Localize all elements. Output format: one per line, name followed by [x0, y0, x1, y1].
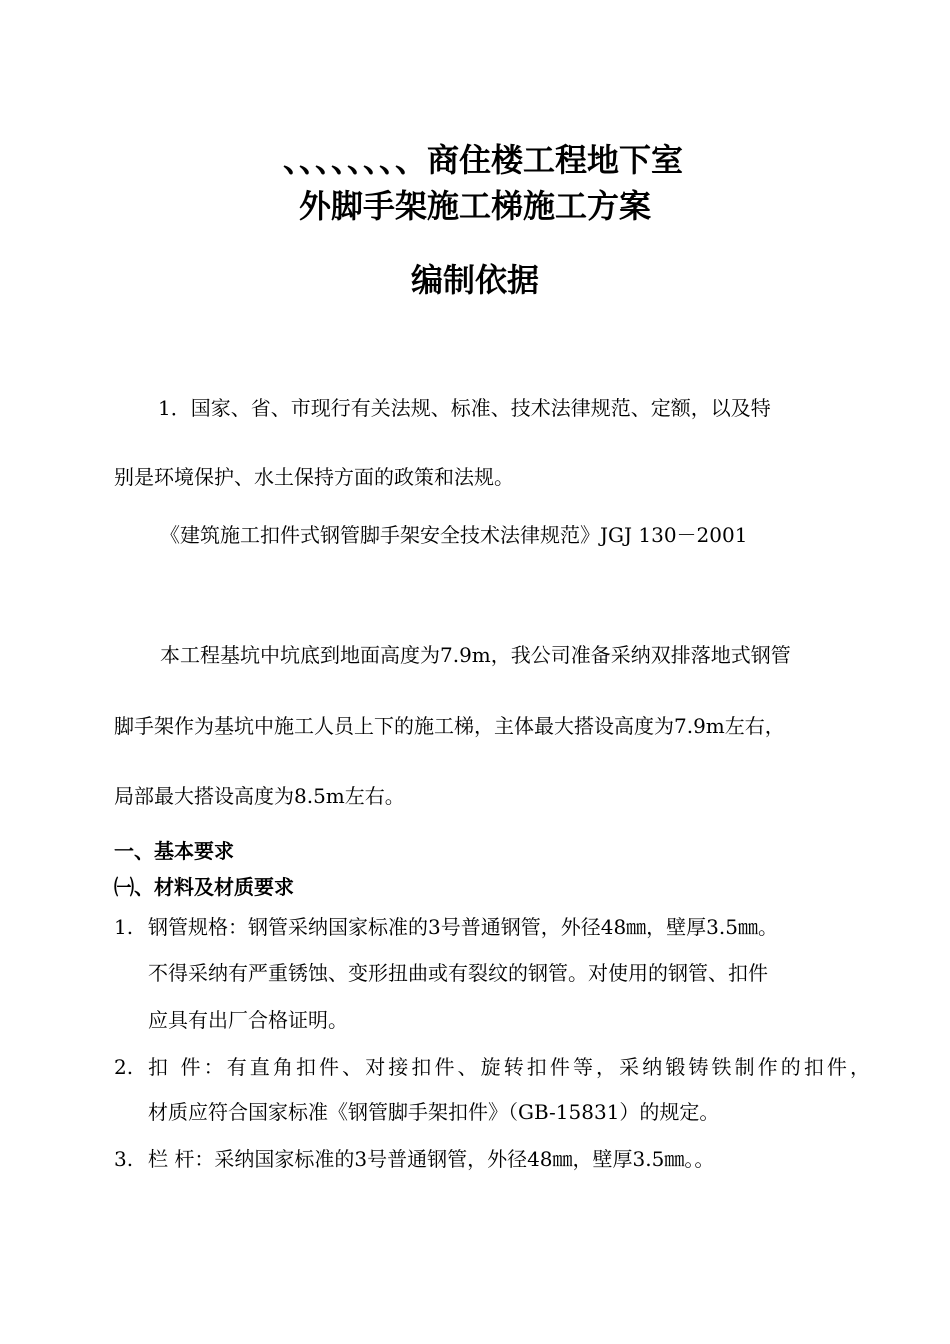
list-item-2-line-2: 材质应符合国家标准《钢管脚手架扣件》（GB-15831）的规定。: [148, 1100, 720, 1124]
document-title-line1: 、、、、、、、、商住楼工程地下室: [282, 141, 683, 179]
overview-line-3: 局部最大搭设高度为8.5m左右。: [114, 784, 405, 808]
subheading-materials: ㈠、材料及材质要求: [114, 875, 294, 899]
list-item-1-line-2: 不得采纳有严重锈蚀、变形扭曲或有裂纹的钢管。对使用的钢管、扣件: [148, 961, 768, 985]
basis-paragraph-1-line-2: 别是环境保护、水土保持方面的政策和法规。: [114, 465, 514, 489]
list-item-1-line-3: 应具有出厂合格证明。: [148, 1008, 348, 1032]
document-title-line2: 外脚手架施工梯施工方案: [298, 187, 651, 225]
list-item-3-line-1: 栏 杆：采纳国家标准的3号普通钢管，外径48㎜，壁厚3.5㎜。。: [148, 1147, 715, 1171]
list-item-number: 3.: [114, 1147, 134, 1171]
list-item-1-line-1: 钢管规格：钢管采纳国家标准的3号普通钢管，外径48㎜，壁厚3.5㎜。: [148, 915, 778, 939]
section-title: 编制依据: [410, 261, 539, 299]
list-item-2-line-1: 扣 件：有直角扣件、对接扣件、旋转扣件等，采纳锻铸铁制作的扣件，: [148, 1055, 870, 1079]
list-item-number: 2.: [114, 1055, 134, 1079]
overview-line-2: 脚手架作为基坑中施工人员上下的施工梯，主体最大搭设高度为7.9m左右，: [114, 714, 785, 738]
heading-basic-requirements: 一、基本要求: [114, 839, 234, 863]
overview-line-1: 本工程基坑中坑底到地面高度为7.9m，我公司准备采纳双排落地式钢管: [160, 643, 791, 667]
list-item-number: 1.: [114, 915, 134, 939]
basis-paragraph-2: 《建筑施工扣件式钢管脚手架安全技术法律规范》JGJ 130－2001: [160, 523, 748, 547]
basis-paragraph-1-line-1: 1．国家、省、市现行有关法规、标准、技术法律规范、定额，以及特: [158, 396, 771, 420]
